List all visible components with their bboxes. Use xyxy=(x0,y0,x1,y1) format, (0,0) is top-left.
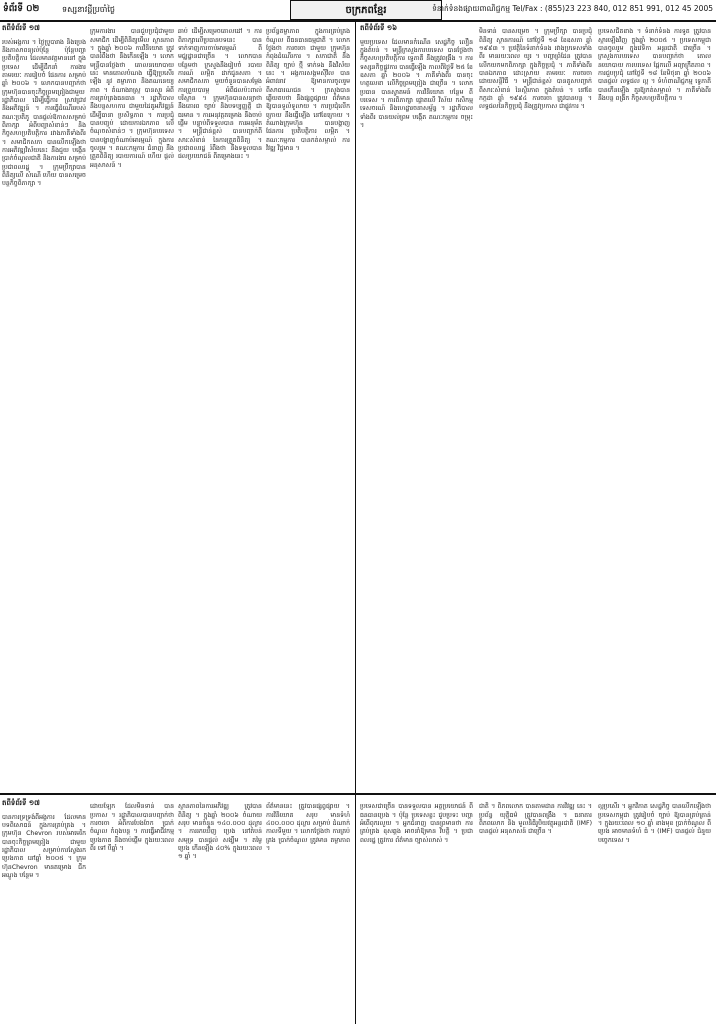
article-column xyxy=(360,22,473,793)
article-paragraph: ជាតិ ។ ពិភពលោក បានតាមដាន ការវិវឌ្ឍ នេះ ។ ប្រព័ន្ធ យុត្តិធម៌ ត្រូវបានពង្រឹង ។ ធនាគារពិភពលោក និង មូលនិធិរូបិយវត្ថុអន្តរជាតិ (IMF) បានផ្ដល់ អនុសាសន៍ ជាច្រើន ។ xyxy=(479,803,592,836)
left-bottom-article xyxy=(2,797,352,1022)
contact-tel-fax: ទំនាក់ទំនងផ្សាយពាណិជ្ជកម្ម Tel/Fax : (855)23 223 840, 012 851 991, 012 45 2005 xyxy=(432,4,713,13)
article-column xyxy=(2,797,86,1022)
page-number: ទំព័រទី ០២ xyxy=(3,4,40,14)
article-column xyxy=(598,22,711,793)
article-continued-tag: តពីទំព័រទី ១៧ xyxy=(2,24,40,32)
article-paragraph: ឆាប់ ដើម្បីសម្រេចគោលដៅ ។ ការពិភាក្សាលើប្រធានបទនេះ បានទាក់ទាញការចាប់អារម្មណ៍ ពីមជ្ឈដ្ឋានជាច្រើន ។ លោកបានបន្ថែមថា ក្រសួងនឹងរៀបចំ របាយការណ៍ លម្អិត ដាក់ជូនសភា ។ សមាជិកសភា មួយចំនួនបានសម្ដែងការព្រួយបារម្ភ អំពីផលប៉ះពាល់ បរិស្ថាន ។ ក្រុមហ៊ុនបានសន្យាថា នឹងគោរព ច្បាប់ និងបទប្បញ្ញត្តិ ជាធរមាន ។ ការអនុវត្តគម្រោង នឹងចាប់ផ្ដើម បន្ទាប់ពីទទួលបាន ការអនុម័ត ។ មន្ត្រីជាន់ខ្ពស់ បានបញ្ជាក់ពី សារៈសំខាន់ នៃការត្រួតពិនិត្យ ។ ប្រជាពលរដ្ឋ រំពឹងថា នឹងទទួលបាន ផលប្រយោជន៍ ពីគម្រោងនេះ ។ xyxy=(178,28,262,161)
article-paragraph: បានការទ្រទ្រង់ពីអង្គការ ដែលមាន បទពិសោធន៍ ក្នុងការគ្រប់គ្រង ។ ក្រុមហ៊ុន Chevron របស់អាមេរិក បានចុះកិច្ចព្រមព្រៀង ជាមួយ រដ្ឋាភិបាល សម្រាប់ការស្វែងរក ប្រេងកាត នៅឆ្នាំ ២០០៥ ។ ក្រុមហ៊ុនChevron មានគម្រោង ជីកអណ្ដូង បន្ថែម ។ xyxy=(2,813,86,879)
section-divider xyxy=(0,793,716,795)
article-column xyxy=(598,797,711,1022)
right-bottom-article xyxy=(360,797,714,1022)
article-continued-tag: តពីទំព័រទី ១៧ xyxy=(2,799,40,807)
article-column xyxy=(360,797,473,1022)
article-paragraph: ប្រទេសជាច្រើន បានទទួលបាន អត្ថប្រយោជន៍ ពីធនធានប្រេង ។ ប៉ុន្តែ ប្រទេសខ្លះ ជួបប្រទះ បញ្ហា អំពើពុករលួយ ។ អ្នកជំនាញ បានព្រមានថា ការគ្រប់គ្រង ខុសឆ្គង អាចនាំឱ្យមាន វិបត្តិ ។ ប្រជាពលរដ្ឋ ត្រូវការ ព័ត៌មាន ច្បាស់លាស់ ។ xyxy=(360,803,473,844)
article-column xyxy=(2,22,86,793)
article-column xyxy=(266,22,350,793)
article-column xyxy=(90,22,174,793)
article-continued-tag: តពីទំព័រទី ១៦ xyxy=(360,24,398,32)
article-paragraph: ព័ត៌មាននេះ ត្រូវបានផ្សព្វផ្សាយ ។ ការវិនិយោគ សរុប មានទំហំ ៤០០.០០០ ដុល្លារ សម្រាប់ ដំណាក់កាលទីមួយ ។ លោកថ្លែងថា ការគ្រប់គ្រង ប្រាក់ចំណូល ត្រូវមាន តម្លាភាព ។ xyxy=(266,803,350,852)
article-paragraph: ស្ថានភាពនៃការអភិវឌ្ឍ ត្រូវបានពិនិត្យ ។ ក្នុងឆ្នាំ ២០០៦ ចំណាយ សរុប មានចំនួន ១៤០.០០០ ដុល្លារ ។ ការរកឃើញ ប្រេង នៅតំបន់ សមុទ្រ បានផ្ដល់ សង្ឃឹម ។ តម្លៃប្រេង កើនឡើង ៤០% ក្នុងរយៈពេល ១ ឆ្នាំ ។ xyxy=(178,803,262,861)
article-column xyxy=(479,22,592,793)
article-paragraph: ប្រព័ន្ធតម្លាភាព ក្នុងការគ្រប់គ្រង ចំណូល ពីធនធានធម្មជាតិ ។ លោកថ្លែងថា ការចរចា ជាមួយ ក្រុមហ៊ុន កំពុងដំណើរការ ។ សភាជាតិ នឹងពិនិត្យ ច្បាប់ ថ្មី ទាក់ទង នឹងវិស័យ នេះ ។ អង្គការសង្គមស៊ីវិល បានអំពាវនាវ ឱ្យមានការចូលរួម ពីសាធារណជន ។ ក្រសួងបានឆ្លើយតបថា នឹងផ្សព្វផ្សាយ ព័ត៌មាន ឱ្យបានទូលំទូលាយ ។ ការប្រជុំលើកក្រោយ នឹងធ្វើឡើង នៅខែក្រោយ ។ តំណាងក្រុមហ៊ុន បានបង្ហាញ ផែនការ ប្រតិបត្តិការ លម្អិត ។ គណៈកម្មការ បានកត់សម្គាល់ ការវិវឌ្ឍ វិជ្ជមាន ។ xyxy=(266,28,350,152)
section-name: ទស្សនាវដ្ដីប្រចាំថ្ងៃ xyxy=(62,5,116,14)
article-column xyxy=(266,797,350,1022)
right-article xyxy=(360,22,714,793)
article-paragraph: ដោយឡែក ដែលមិនទាន់ បានប្រកាស ។ រដ្ឋាភិបាលបានបញ្ជាក់ថា ការចរចា អំពីការបែងចែក ប្រាក់ចំណូល កំពុងបន្ត ។ ការធ្វើអាជីវកម្ម ប្រេងកាត នឹងចាប់ផ្ដើម ក្នុងរយៈពេល ពីរ ទៅ បីឆ្នាំ ។ xyxy=(90,803,174,852)
article-paragraph: មិនទាន់ បានសម្រេច ។ ក្រុមប្រឹក្សា បានប្រជុំ ពិនិត្យ ស្ថានការណ៍ នៅថ្ងៃទី ១៨ ខែឧសភា ឆ្នាំ ១៩៩៣ ។ ប្រវត្តិនៃទំនាក់ទំនង រវាងប្រទេសទាំងពីរ មានរយៈពេល យូរ ។ បញ្ហាព្រំដែន ត្រូវបានលើកយកមកពិភាក្សា ក្នុងកិច្ចប្រជុំ ។ ភាគីទាំងពីរ បានឯកភាព ដោះស្រាយ តាមរយៈ ការចរចា ដោយសន្តិវិធី ។ មន្ត្រីជាន់ខ្ពស់ បានគូសបញ្ជាក់ ពីសារៈសំខាន់ នៃស្ថិរភាព ក្នុងតំបន់ ។ នៅខែកក្កដា ឆ្នាំ ១៩៩៤ ការចរចា ត្រូវបានបន្ត ។ លទ្ធផលនៃកិច្ចប្រជុំ នឹងត្រូវប្រកាស ជាផ្លូវការ ។ xyxy=(479,28,592,111)
article-paragraph: មួយប្រទេស ដែលមានកំណើន សេដ្ឋកិច្ច លឿន ក្នុងតំបន់ ។ មន្ត្រីក្រសួងការបរទេស បានថ្លែងថា កិច្ចសហប្រតិបត្តិការ ទ្វេភាគី នឹងត្រូវពង្រឹង ។ ការទស្សនកិច្ចផ្លូវការ បានធ្វើឡើង កាលពីថ្ងៃទី ២៥ ខែឧសភា ឆ្នាំ ២០០៦ ។ ភាគីទាំងពីរ បានចុះហត្ថលេខា លើកិច្ចព្រមព្រៀង ជាច្រើន ។ លោកប្រធាន បានស្វាគមន៍ ការវិនិយោគ បន្ថែម ពីបរទេស ។ ការពិភាក្សា ផ្ដោតលើ វិស័យ កសិកម្ម ទេសចរណ៍ និងហេដ្ឋារចនាសម្ព័ន្ធ ។ រដ្ឋាភិបាលទាំងពីរ បានយល់ព្រម បង្កើត គណៈកម្មការ ចម្រុះ ។ xyxy=(360,38,473,129)
article-paragraph: ក្រុមការងារ បានជួបប្រជុំជាមួយ សមាជិក ដើម្បីពិនិត្យមើល ស្ថានភាព ។ ក្នុងឆ្នាំ ២០០៦ ការវិនិយោគ ត្រូវបានរំពឹងថា នឹងកើនឡើង ។ លោកមន្ត្រីបានថ្លែងថា គោលនយោបាយ នេះ មានគោលបំណង ធ្វើឱ្យប្រសើរឡើង នូវ តម្លាភាព និងគណនេយ្យភាព ។ តំណាងរាស្ត្រ បានសួរ អំពីការគ្រប់គ្រងធនធាន ។ រដ្ឋាភិបាលនឹងបន្តសហការ ជាមួយដៃគូអភិវឌ្ឍន៍ ដើម្បីធានា ប្រសិទ្ធភាព ។ ការប្រជុំបានបញ្ចប់ ដោយការឯកភាព លើចំណុចសំខាន់ៗ ។ ក្រុមហ៊ុនបរទេស បានបង្ហាញចំណាប់អារម្មណ៍ ក្នុងការចូលរួម ។ គណៈកម្មការ ជំនាញ នឹងត្រួតពិនិត្យ របាយការណ៍ ហើយ ផ្ដល់អនុសាសន៍ ។ xyxy=(90,28,174,169)
page-header xyxy=(0,0,716,22)
article-paragraph: ល្អប្រសើរ ។ អ្នកវិភាគ សេដ្ឋកិច្ច បានលើកឡើងថា ប្រទេសកម្ពុជា ត្រូវរៀបចំ ច្បាប់ ឱ្យបានគ្រប់គ្រាន់ ។ ក្នុងរយៈពេល ១០ ឆ្នាំ ខាងមុខ ប្រាក់ចំណូល ពីប្រេង អាចមានទំហំ ធំ ។ (IMF) បានផ្ដល់ ជំនួយ បច្ចេកទេស ។ xyxy=(598,803,711,844)
article-column xyxy=(178,22,262,793)
article-paragraph: របស់អង្គការ ។ ថ្លៃប្រូបារាង និងប្រេង និងភាសាពន្យល់ប៉ុន្តែ ប៉ុន្តែបញ្ហាប្រតិបត្តិការ ដែលមានវត្តមាននៅ ក្នុងប្រទេស ដើម្បីដឹកនាំ ការងារ តាមរយៈ ការរៀបចំ ផែនការ សម្រាប់ឆ្នាំ ២០០៦ ។ លោកបានបញ្ជាក់ថា ក្រុមហ៊ុនបានចុះកិច្ចព្រមព្រៀងជាមួយ រដ្ឋាភិបាល ដើម្បីធ្វើការ ស្រាវជ្រាវ និងអភិវឌ្ឍន៍ ។ ការធ្វើដំណើររបស់គណៈប្រតិភូ បានផ្ដល់ឱកាសសម្រាប់ ពិភាក្សា អំពីបញ្ហាសំខាន់ៗ និងកិច្ចសហប្រតិបត្តិការ រវាងភាគីទាំងពីរ ។ សមាជិកសភា បានលើកឡើងថា ការអភិវឌ្ឍវិស័យនេះ នឹងជួយ បង្កើន ប្រាក់ចំណូលជាតិ និងការងារ សម្រាប់ប្រជាពលរដ្ឋ ។ ក្រុមប្រឹក្សាបានពិនិត្យលើ សំណើ ហើយ បានសម្រេចបន្តកិច្ចពិភាក្សា ។ xyxy=(2,38,86,188)
article-column xyxy=(178,797,262,1022)
article-column xyxy=(479,797,592,1022)
article-paragraph: ប្រទេសជិតខាង ។ ទំនាក់ទំនង ការទូត ត្រូវបានស្ដារឡើងវិញ ក្នុងឆ្នាំ ២០០៥ ។ ប្រទេសកម្ពុជា បានចូលរួម ក្នុងវេទិកា អន្តរជាតិ ជាច្រើន ។ ក្រសួងការបរទេស បានបញ្ជាក់ថា គោលនយោបាយ ការបរទេស ផ្អែកលើ អព្យាក្រឹតភាព ។ ការជួបប្រជុំ នៅថ្ងៃទី ១៨ ខែមិថុនា ឆ្នាំ ២០០៦ បានផ្ដល់ លទ្ធផល ល្អ ។ ទំហំពាណិជ្ជកម្ម ទ្វេភាគី បានកើនឡើង គួរឱ្យកត់សម្គាល់ ។ ភាគីទាំងពីរ នឹងបន្ត ពង្រីក កិច្ចសហប្រតិបត្តិការ ។ xyxy=(598,28,711,102)
masthead-logo: ចក្រភពខ្មែរ xyxy=(290,0,442,20)
center-divider xyxy=(355,22,356,1024)
left-article xyxy=(2,22,352,793)
article-column xyxy=(90,797,174,1022)
